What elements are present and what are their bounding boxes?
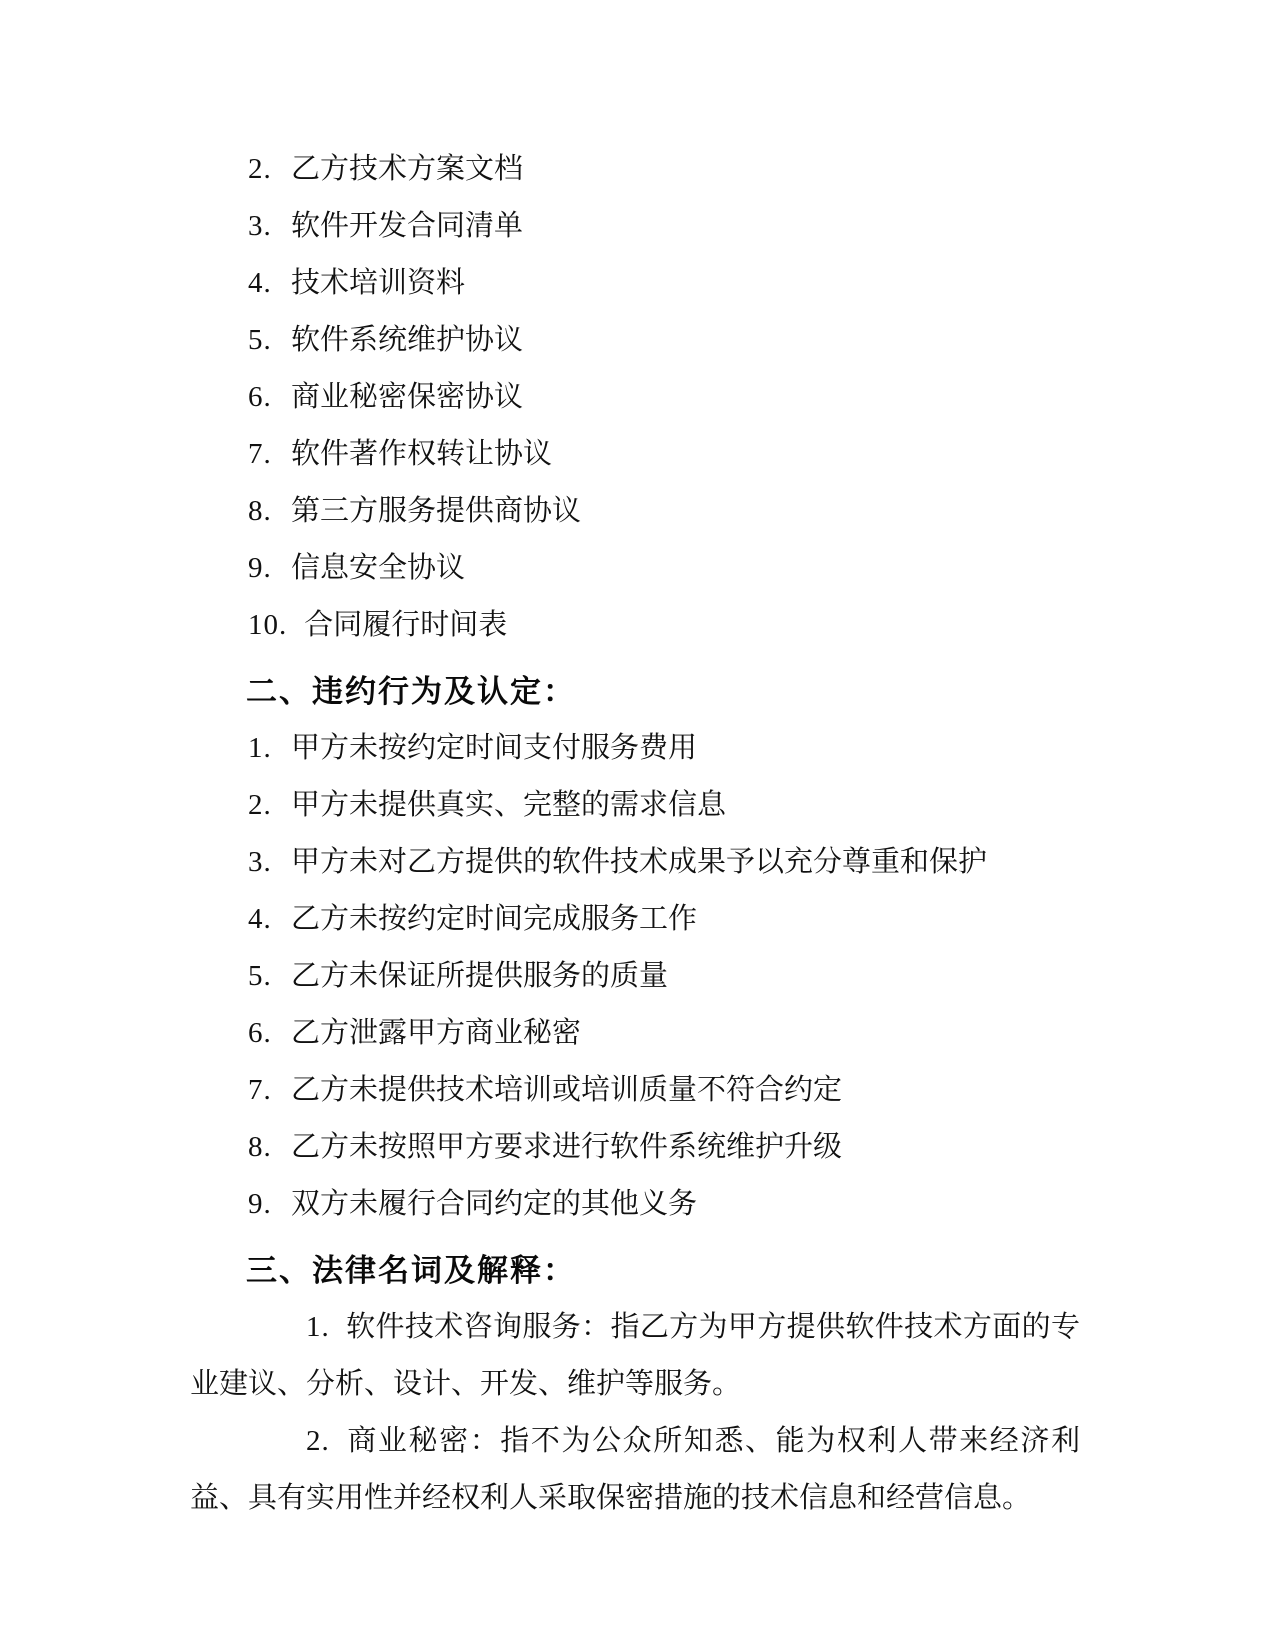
item-text: 乙方未按照甲方要求进行软件系统维护升级: [291, 1131, 843, 1163]
breach-list-item: [190, 1119, 1080, 1176]
attachment-list-item: [190, 426, 1080, 483]
attachment-list-item: [190, 483, 1080, 540]
item-number: 5.: [248, 324, 272, 356]
item-number: 6.: [248, 381, 272, 413]
item-text: 甲方未提供真实、完整的需求信息: [291, 789, 727, 821]
definition-paragraph: [190, 1299, 1080, 1413]
item-text: 信息安全协议: [291, 552, 466, 584]
item-text: 乙方未按约定时间完成服务工作: [291, 903, 698, 935]
item-text: 乙方技术方案文档: [291, 153, 524, 185]
item-number: 9.: [248, 1188, 272, 1220]
breach-list-item: [190, 720, 1080, 777]
item-text: 软件开发合同清单: [291, 210, 524, 242]
breach-list-item: [190, 1062, 1080, 1119]
breach-list-item: [190, 1005, 1080, 1062]
section-heading-terms: 三、法律名词及解释：: [246, 1253, 576, 1288]
item-number: 8.: [248, 1131, 272, 1163]
item-number: 2.: [248, 153, 272, 185]
attachment-list-item: [190, 141, 1080, 198]
item-number: 10.: [248, 609, 288, 641]
definition-text: 商业秘密：指不为公众所知悉、能为权利人带来经济利益、具有实用性并经权利人采取保密措施的技术信息和经营信息。: [190, 1425, 1080, 1514]
item-number: 2.: [306, 1425, 330, 1457]
item-number: 7.: [248, 438, 272, 470]
item-text: 甲方未按约定时间支付服务费用: [291, 732, 698, 764]
item-text: 第三方服务提供商协议: [291, 495, 582, 527]
item-text: 双方未履行合同约定的其他义务: [291, 1188, 698, 1220]
item-number: 7.: [248, 1074, 272, 1106]
item-number: 1.: [306, 1311, 330, 1343]
attachment-list-item: [190, 198, 1080, 255]
item-number: 3.: [248, 210, 272, 242]
item-number: 4.: [248, 267, 272, 299]
item-text: 软件著作权转让协议: [291, 438, 553, 470]
attachment-list-item: [190, 255, 1080, 312]
item-text: 合同履行时间表: [304, 609, 508, 641]
item-number: 2.: [248, 789, 272, 821]
breach-list-item: [190, 777, 1080, 834]
item-text: 乙方未保证所提供服务的质量: [291, 960, 669, 992]
item-text: 软件系统维护协议: [291, 324, 524, 356]
item-text: 商业秘密保密协议: [291, 381, 524, 413]
item-text: 技术培训资料: [291, 267, 466, 299]
item-number: 8.: [248, 495, 272, 527]
definition-text: 软件技术咨询服务：指乙方为甲方提供软件技术方面的专业建议、分析、设计、开发、维护等服务。: [190, 1311, 1080, 1400]
item-number: 4.: [248, 903, 272, 935]
item-text: 乙方泄露甲方商业秘密: [291, 1017, 582, 1049]
attachment-list-item: [190, 312, 1080, 369]
section-heading-breach: 二、违约行为及认定：: [246, 674, 576, 709]
breach-list-item: [190, 948, 1080, 1005]
item-number: 6.: [248, 1017, 272, 1049]
item-number: 3.: [248, 846, 272, 878]
item-number: 1.: [248, 732, 272, 764]
attachment-list-item: [190, 369, 1080, 426]
definition-paragraph: [190, 1413, 1080, 1527]
breach-list-item: [190, 1176, 1080, 1233]
item-number: 5.: [248, 960, 272, 992]
item-number: 9.: [248, 552, 272, 584]
attachment-list-item: [190, 597, 1080, 654]
breach-list-item: [190, 834, 1080, 891]
item-text: 乙方未提供技术培训或培训质量不符合约定: [291, 1074, 843, 1106]
breach-list-item: [190, 891, 1080, 948]
item-text: 甲方未对乙方提供的软件技术成果予以充分尊重和保护: [291, 846, 988, 878]
contract-page-body: [190, 141, 1080, 1527]
attachment-list-item: [190, 540, 1080, 597]
